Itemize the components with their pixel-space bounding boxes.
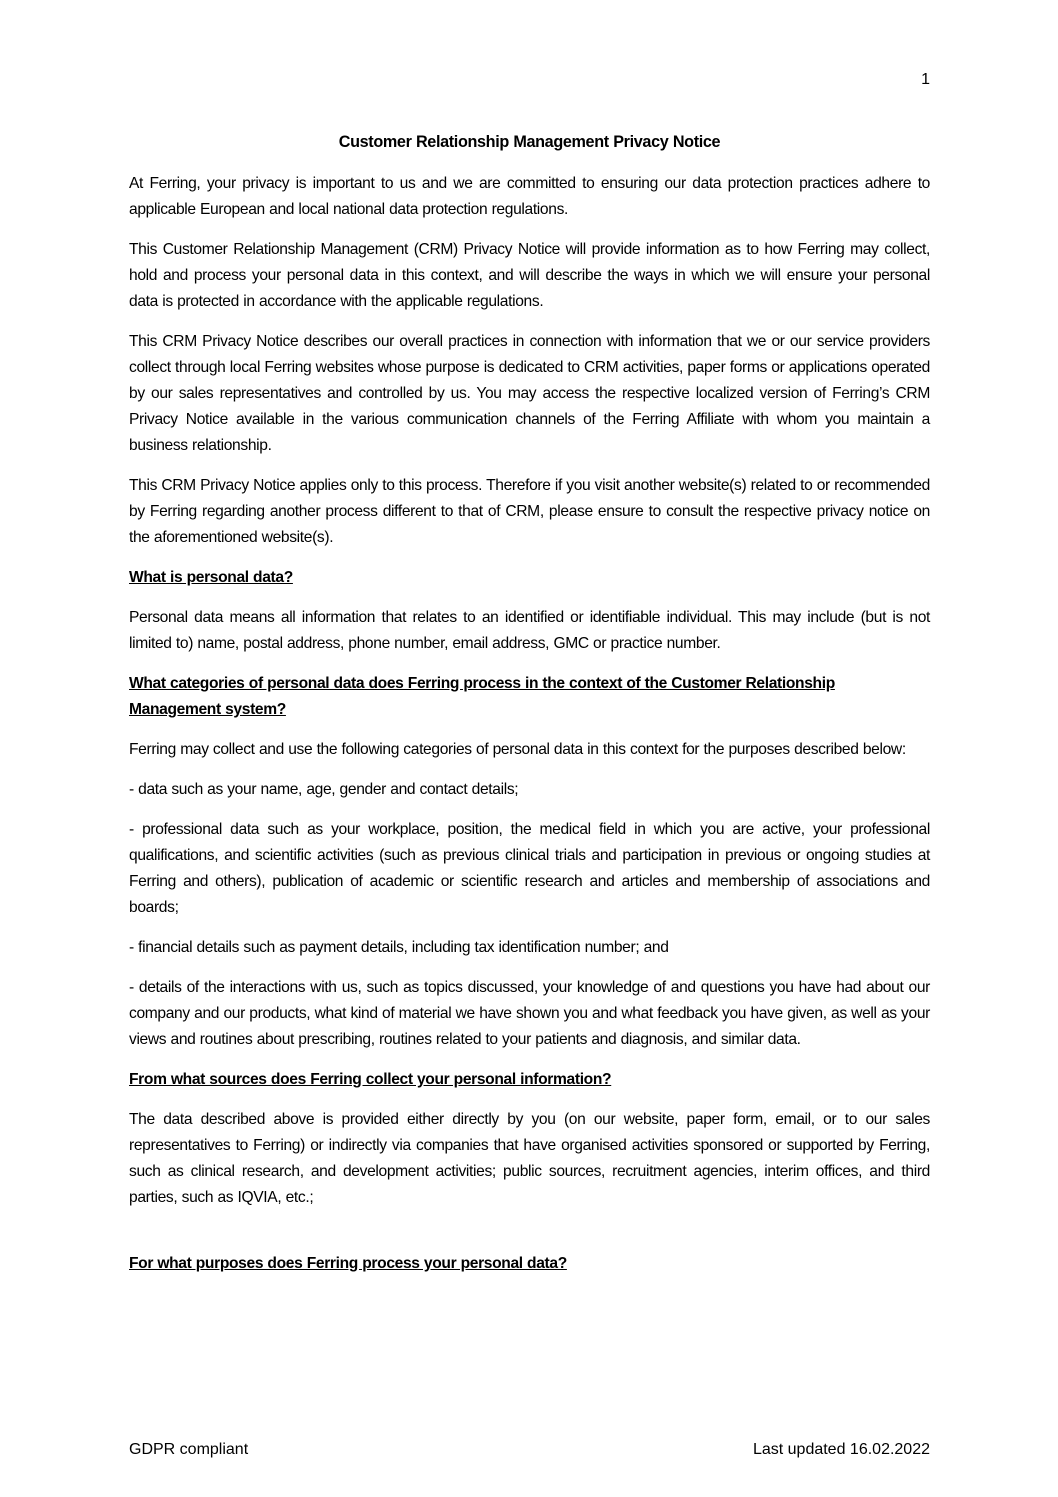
document-title: Customer Relationship Management Privacy Notice xyxy=(338,133,721,151)
list-item: - professional data such as your workplace, position, the medical field in which you are active, your professional qualifications, and scientific activities (such as previous clinical trials and participation in previous or ongoing studies at Ferring and others), publication of academic or scientific research and articles and membership of associations and boards; xyxy=(129,821,930,916)
section-heading-personal-data: What is personal data? xyxy=(129,569,293,586)
document-body xyxy=(129,129,930,1291)
section-heading-data-sources: From what sources does Ferring collect your personal information? xyxy=(129,1071,612,1088)
list-item: - details of the interactions with us, such as topics discussed, your knowledge of and questions you have had about our company and our products, what kind of material we have shown you and what feedback you have given, as well as your views and routines about prescribing, routines related to your patients and diagnosis, and similar data. xyxy=(129,979,930,1048)
footer-compliance-label: GDPR compliant xyxy=(129,1441,249,1458)
page-number: 1 xyxy=(921,71,930,88)
section-heading-purposes: For what purposes does Ferring process your personal data? xyxy=(129,1255,567,1272)
footer-last-updated: Last updated 16.02.2022 xyxy=(752,1441,930,1458)
list-item: - financial details such as payment details, including tax identification number; and xyxy=(129,939,669,956)
section-paragraph: The data described above is provided either directly by you (on our website, paper form, email, or to our sales representatives to Ferring) or indirectly via companies that have organised activities sponsored or supported by Ferring, such as clinical research, and development activities; public sources, recruitment agencies, interim offices, and third parties, such as IQVIA, etc.; xyxy=(129,1111,930,1206)
page-footer xyxy=(129,1438,930,1462)
blank-line xyxy=(129,1225,930,1251)
intro-paragraph: This CRM Privacy Notice describes our overall practices in connection with information that we or our service providers collect through local Ferring websites whose purpose is dedicated to CRM activities, paper forms or applications operated by our sales representatives and controlled by us. You may access the respective localized version of Ferring’s CRM Privacy Notice available in the various communication channels of the Ferring Affiliate with whom you maintain a business relationship. xyxy=(129,333,930,454)
section-paragraph: Ferring may collect and use the following categories of personal data in this context for the purposes described below: xyxy=(129,741,906,758)
intro-paragraph: This Customer Relationship Management (CRM) Privacy Notice will provide information as to how Ferring may collect, hold and process your personal data in this context, and will describe the ways in which we will ensure your personal data is protected in accordance with the applicable regulations. xyxy=(129,241,930,310)
section-paragraph: Personal data means all information that relates to an identified or identifiable individual. This may include (but is not limited to) name, postal address, phone number, email address, GMC or practice number. xyxy=(129,609,930,652)
intro-paragraph: At Ferring, your privacy is important to us and we are committed to ensuring our data protection practices adhere to applicable European and local national data protection regulations. xyxy=(129,175,930,218)
intro-paragraph: This CRM Privacy Notice applies only to this process. Therefore if you visit another website(s) related to or recommended by Ferring regarding another process different to that of CRM, please ensure to consult the respective privacy notice on the aforementioned website(s). xyxy=(129,477,930,546)
list-item: - data such as your name, age, gender and contact details; xyxy=(129,781,519,798)
section-heading-data-categories: What categories of personal data does Ferring process in the context of the Customer Relationship Management system? xyxy=(129,675,835,718)
